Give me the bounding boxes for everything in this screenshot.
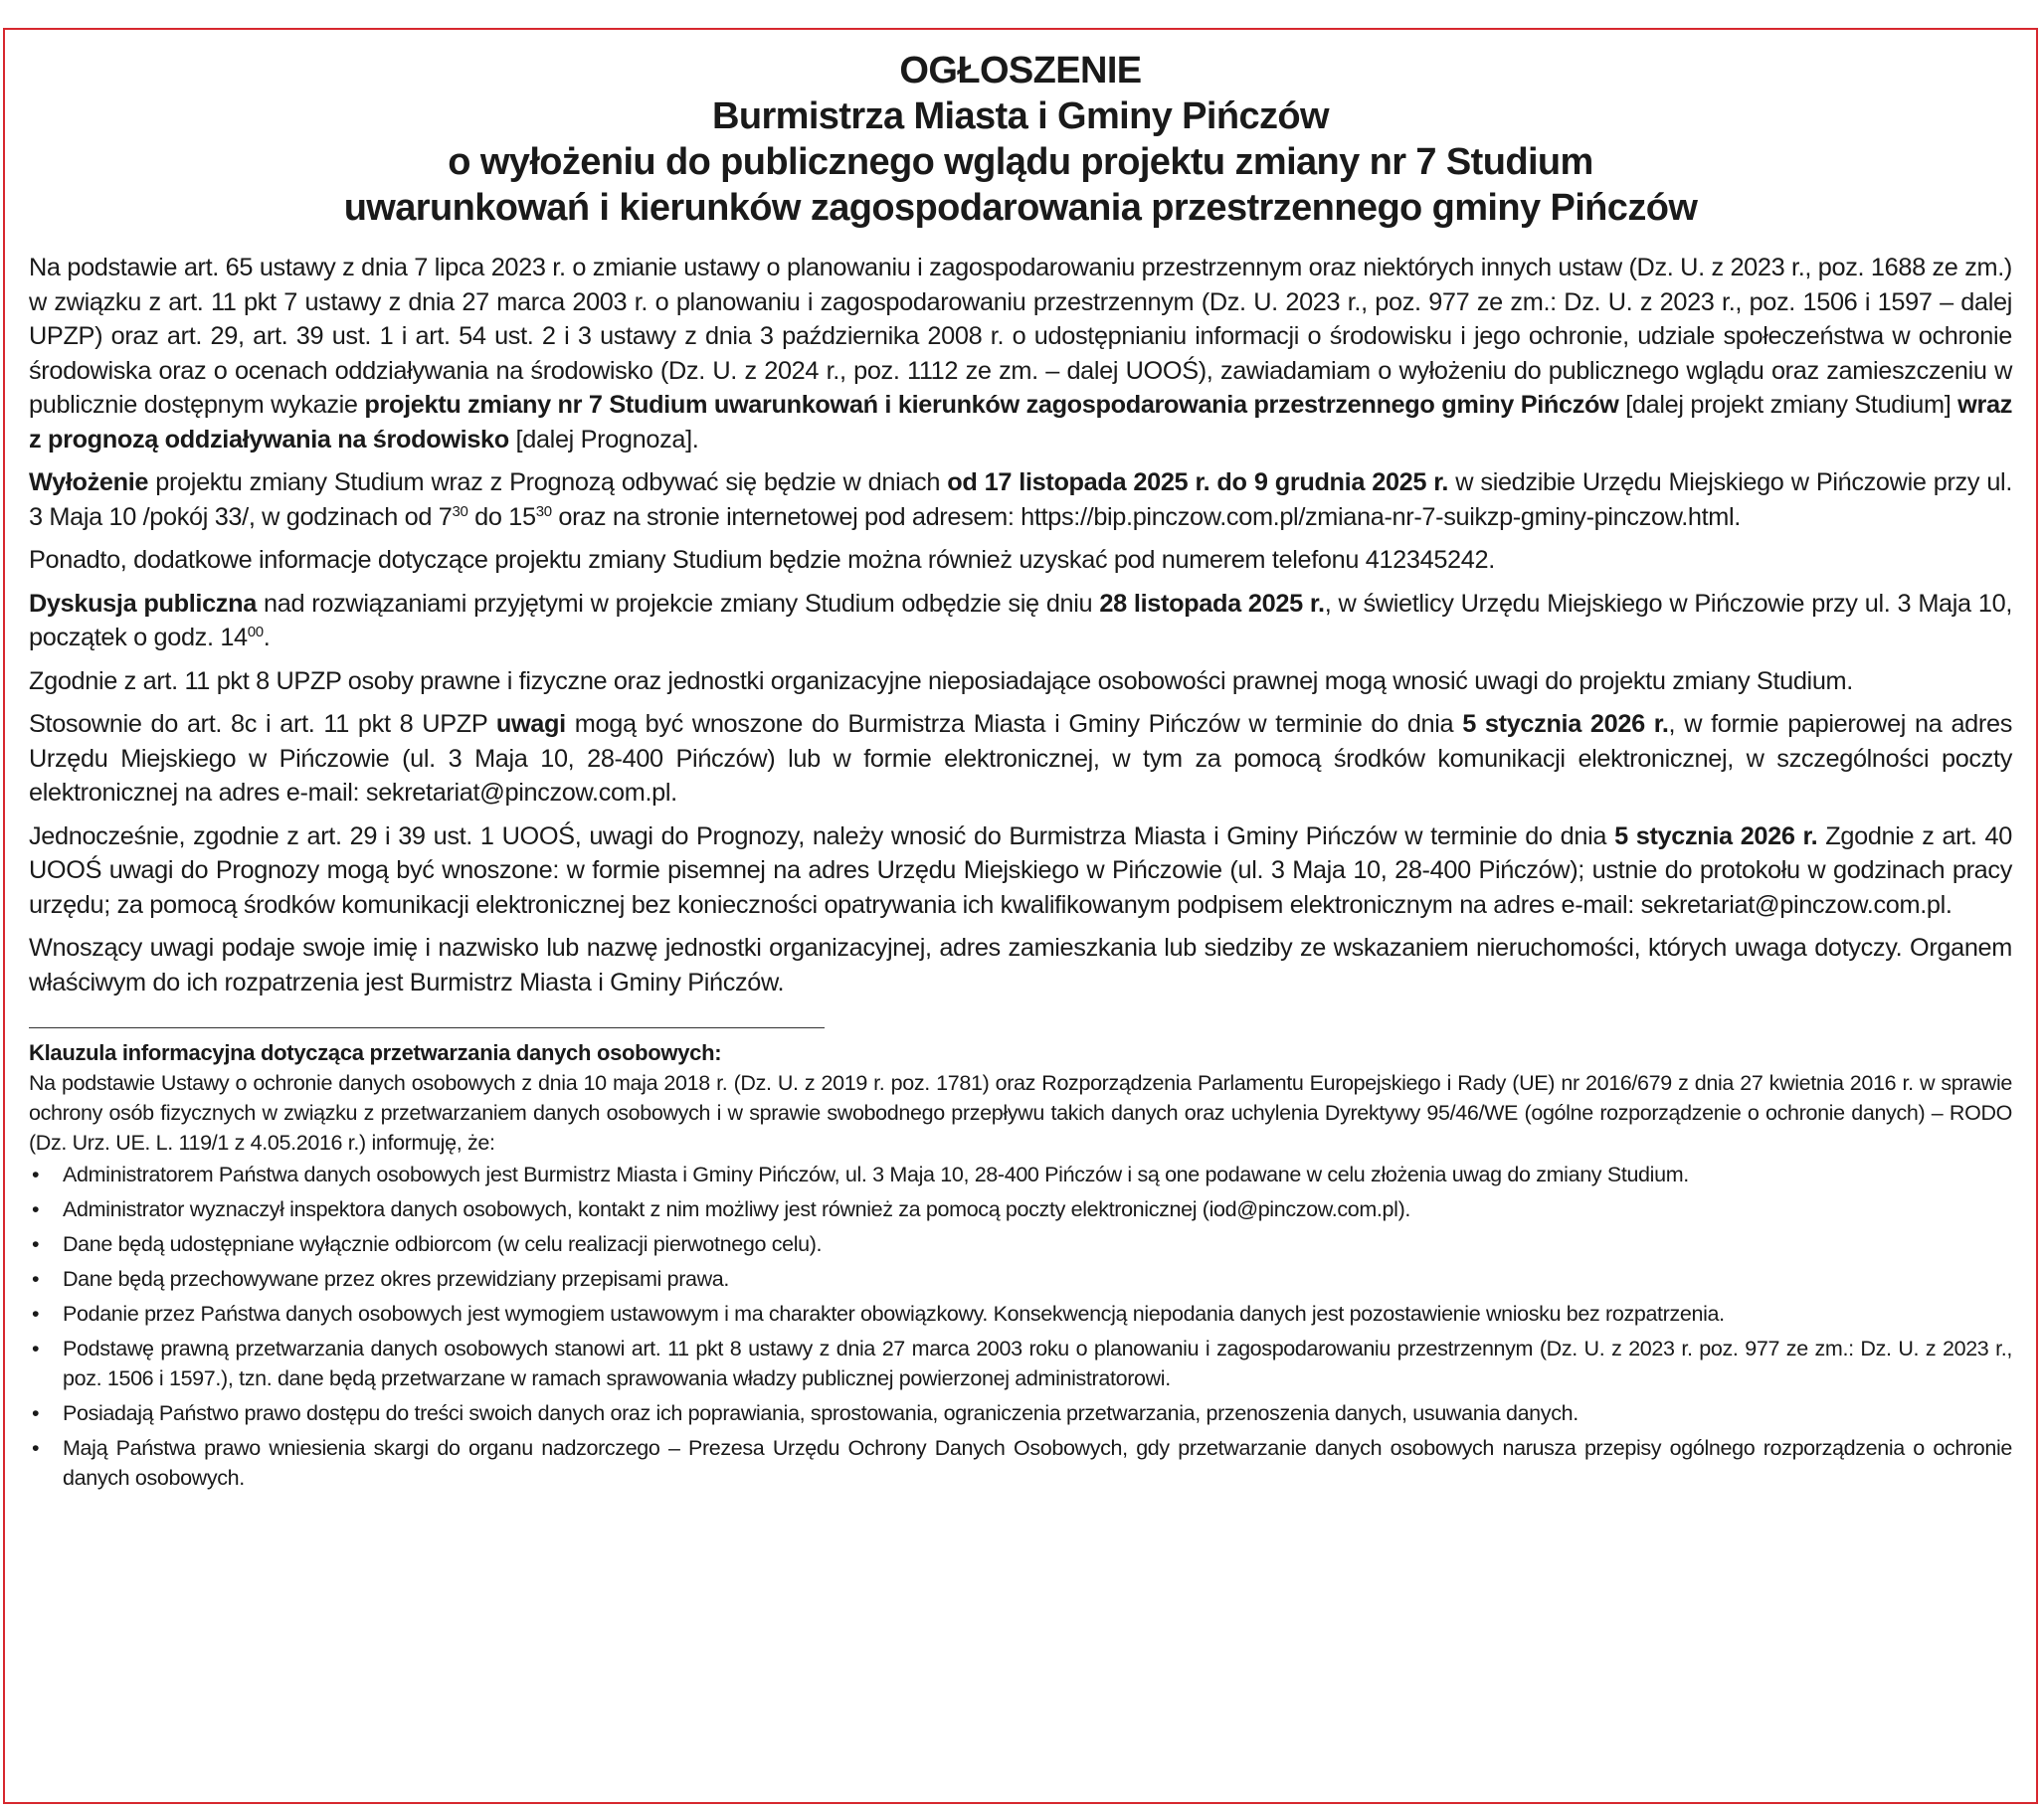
gdpr-clause-item-text: Dane będą udostępniane wyłącznie odbiorcom (w celu realizacji pierwotnego celu). <box>63 1232 823 1256</box>
p2-bold-label: Wyłożenie <box>29 468 149 496</box>
p2-text-1: projektu zmiany Studium wraz z Prognozą odbywać się będzie w dniach <box>148 468 948 496</box>
p6-text-1: Stosownie do art. 8c i art. 11 pkt 8 UPZP <box>29 710 496 738</box>
gdpr-clause-heading: Klauzula informacyjna dotycząca przetwarzania danych osobowych: <box>29 1040 722 1065</box>
gdpr-clause-item <box>29 1398 2012 1428</box>
gdpr-clause-item <box>29 1160 2012 1189</box>
notice-frame <box>3 28 2038 1804</box>
p7-text-2: Zgodnie z art. 40 UOOŚ uwagi do Prognozy mogą być wnoszone: w formie pisemnej na adres Urzędu Miejskiego w Pińczowie (ul. 3 Maja 10, 28-400 Pińczów); ustnie do protokołu w godzinach pracy urzędu; za pomocą środków komunikacji elektronicznej bez konieczności opatrywania ich kwalifikowanym podpisem elektronicznym na adres e-mail: sekretariat@pinczow.com.pl. <box>29 821 2012 919</box>
p2-text-3: do 15 <box>467 502 536 531</box>
bullet-icon: • <box>32 1267 40 1291</box>
p4-text-3: . <box>263 624 271 651</box>
gdpr-clause-intro: Na podstawie Ustawy o ochronie danych osobowych z dnia 10 maja 2018 r. (Dz. U. z 2019 r. poz. 1781) oraz Rozporządzenia Parlamentu Europejskiego i Rady (UE) nr 2016/679 z dnia 27 kwietnia 2016 r. w sprawie ochrony osób fizycznych w związku z przetwarzaniem danych osobowych i w sprawie swobodnego przepływu takich danych oraz uchylenia Dyrektywy 95/46/WE (ogólne rozporządzenie o ochronie danych) – RODO (Dz. Urz. UE. L. 119/1 z 4.05.2016 r.) informuję, że: <box>29 1071 2012 1155</box>
gdpr-clause-list <box>29 1160 2012 1493</box>
bullet-icon: • <box>32 1401 40 1425</box>
forecast-comments-paragraph <box>29 819 2012 923</box>
p4-sup: 00 <box>247 624 264 640</box>
p7-text-1: Jednocześnie, zgodnie z art. 29 i 39 ust. 1 UOOŚ, uwagi do Prognozy, należy wnosić do Burmistrza Miasta i Gminy Pińczów w terminie do dnia <box>29 821 1615 850</box>
p4-bold-date: 28 listopada 2025 r. <box>1099 589 1325 618</box>
p2-bold-dates: od 17 listopada 2025 r. do 9 grudnia 2025 r. <box>947 468 1449 496</box>
who-may-comment-paragraph: Zgodnie z art. 11 pkt 8 UPZP osoby prawne i fizyczne oraz jednostki organizacyjne nieposiadające osobowości prawnej mogą wnosić uwagi do projektu zmiany Studium. <box>29 666 1853 695</box>
p4-text-1: nad rozwiązaniami przyjętymi w projekcie zmiany Studium odbędzie się dniu <box>256 589 1100 618</box>
gdpr-clause-item-text: Posiadają Państwo prawo dostępu do treści swoich danych oraz ich poprawiania, sprostowania, ograniczenia przetwarzania, przenoszenia danych, usuwania danych. <box>63 1401 1579 1425</box>
gdpr-clause-item <box>29 1433 2012 1493</box>
p6-bold-deadline: 5 stycznia 2026 r. <box>1462 710 1669 738</box>
p1-end: [dalej Prognoza]. <box>508 425 699 453</box>
p2-sup-1: 30 <box>452 502 468 520</box>
p1-bold-forecast: wraz z prognozą oddziaływania na środowisko <box>29 391 2013 453</box>
bullet-icon: • <box>32 1337 40 1360</box>
p4-text-2: , w świetlicy Urzędu Miejskiego w Pińczowie przy ul. 3 Maja 10, początek o godz. 14 <box>29 589 2012 651</box>
p1-text: Na podstawie art. 65 ustawy z dnia 7 lipca 2023 r. o zmianie ustawy o planowaniu i zagospodarowaniu przestrzennym oraz niektórych innych ustaw (Dz. U. z 2023 r., poz. 1688 ze zm.) w związku z art. 11 pkt 7 ustawy z dnia 27 marca 2003 r. o planowaniu i zagospodarowaniu przestrzennym (Dz. U. 2023 r., poz. 977 ze zm.: Dz. U. z 2023 r., poz. 1506 i 1597 – dalej UPZP) oraz art. 29, art. 39 ust. 1 i art. 54 ust. 2 i 3 ustawy z dnia 3 października 2008 r. o udostępnianiu informacji o środowisku i jego ochronie, udziale społeczeństwa w ochronie środowiska oraz o ocenach oddziaływania na środowisko (Dz. U. z 2024 r., poz. 1112 ze zm. – dalej UOOŚ), zawiadamiam o wyłożeniu do publicznego wglądu oraz zamieszczeniu w publicznie dostępnym wykazie <box>29 254 2012 419</box>
p2-text-2: w siedzibie Urzędu Miejskiego w Pińczowie przy ul. 3 Maja 10 /pokój 33/, w godzinach od 7 <box>29 468 2013 531</box>
p6-text-2: mogą być wnoszone do Burmistrza Miasta i Gminy Pińczów w terminie do dnia <box>565 710 1463 738</box>
bullet-icon: • <box>32 1302 40 1326</box>
p4-bold-label: Dyskusja publiczna <box>29 589 257 618</box>
p2-sup-2: 30 <box>535 502 552 520</box>
p1-mid: [dalej projekt zmiany Studium] <box>1618 391 1958 419</box>
display-period-paragraph <box>29 465 2012 534</box>
gdpr-clause-item <box>29 1299 2012 1329</box>
gdpr-clause-item <box>29 1229 2012 1259</box>
gdpr-clause-item-text: Podstawę prawną przetwarzania danych osobowych stanowi art. 11 pkt 8 ustawy z dnia 27 marca 2003 roku o planowaniu i zagospodarowaniu przestrzennym (Dz. U. z 2023 r. poz. 977 ze zm.: Dz. U. z 2023 r., poz. 1506 i 1597.), tzn. dane będą przetwarzane w ramach sprawowania władzy publicznej powierzonej administratorowi. <box>63 1337 2012 1390</box>
title-line-1: OGŁOSZENIE <box>899 50 1142 91</box>
gdpr-clause-item-text: Mają Państwa prawo wniesienia skargi do organu nadzorczego – Prezesa Urzędu Ochrony Danych Osobowych, gdy przetwarzanie danych osobowych narusza przepisy ogólnego rozporządzenia o ochronie danych osobowych. <box>63 1436 2012 1490</box>
gdpr-clause-item <box>29 1194 2012 1224</box>
gdpr-clause-item-text: Dane będą przechowywane przez okres przewidziany przepisami prawa. <box>63 1267 730 1291</box>
p6-bold-remarks: uwagi <box>495 710 566 738</box>
p2-text-4: oraz na stronie internetowej pod adresem: https://bip.pinczow.com.pl/zmiana-nr-7-suikzp-gminy-pinczow.html. <box>551 502 1741 531</box>
gdpr-clause-item-text: Administrator wyznaczył inspektora danych osobowych, kontakt z nim możliwy jest również za pomocą poczty elektronicznej (iod@pinczow.com.pl). <box>63 1197 1411 1221</box>
gdpr-clause-item <box>29 1334 2012 1393</box>
section-divider <box>29 1027 825 1028</box>
legal-basis-paragraph <box>29 251 2012 456</box>
gdpr-clause-item-text: Administratorem Państwa danych osobowych jest Burmistrz Miasta i Gminy Pińczów, ul. 3 Maja 10, 28-400 Pińczów i są one podawane w celu złożenia uwag do zmiany Studium. <box>63 1163 1689 1186</box>
p6-text-3: , w formie papierowej na adres Urzędu Miejskiego w Pińczowie (ul. 3 Maja 10, 28-400 Pińczów) lub w formie elektronicznej, w tym za pomocą środków komunikacji elektronicznej, w szczególności poczty elektronicznej na adres e-mail: sekretariat@pinczow.com.pl. <box>29 710 2012 807</box>
comments-submission-paragraph <box>29 707 2012 811</box>
bullet-icon: • <box>32 1232 40 1256</box>
bullet-icon: • <box>32 1436 40 1460</box>
title-line-3: o wyłożeniu do publicznego wglądu projektu zmiany nr 7 Studium <box>448 141 1593 183</box>
p7-bold-deadline: 5 stycznia 2026 r. <box>1614 821 1818 850</box>
gdpr-clause-item <box>29 1264 2012 1294</box>
phone-info-paragraph: Ponadto, dodatkowe informacje dotyczące projektu zmiany Studium będzie można również uzyskać pod numerem telefonu 412345242. <box>29 546 1495 574</box>
public-discussion-paragraph <box>29 587 2012 655</box>
commenter-requirements-paragraph: Wnoszący uwagi podaje swoje imię i nazwisko lub nazwę jednostki organizacyjnej, adres zamieszkania lub siedziby ze wskazaniem nieruchomości, których uwaga dotyczy. Organem właściwym do ich rozpatrzenia jest Burmistrz Miasta i Gminy Pińczów. <box>29 934 2012 996</box>
bullet-icon: • <box>32 1163 40 1186</box>
bullet-icon: • <box>32 1197 40 1221</box>
notice-title <box>29 48 2012 231</box>
p1-bold-project: projektu zmiany nr 7 Studium uwarunkowań i kierunków zagospodarowania przestrzennego gminy Pińczów <box>364 391 1619 419</box>
title-line-2: Burmistrza Miasta i Gminy Pińczów <box>711 95 1330 137</box>
title-line-4: uwarunkowań i kierunków zagospodarowania przestrzennego gminy Pińczów <box>343 187 1698 229</box>
gdpr-clause-item-text: Podanie przez Państwa danych osobowych jest wymogiem ustawowym i ma charakter obowiązkowy. Konsekwencją niepodania danych jest pozostawienie wniosku bez rozpatrzenia. <box>63 1302 1725 1326</box>
